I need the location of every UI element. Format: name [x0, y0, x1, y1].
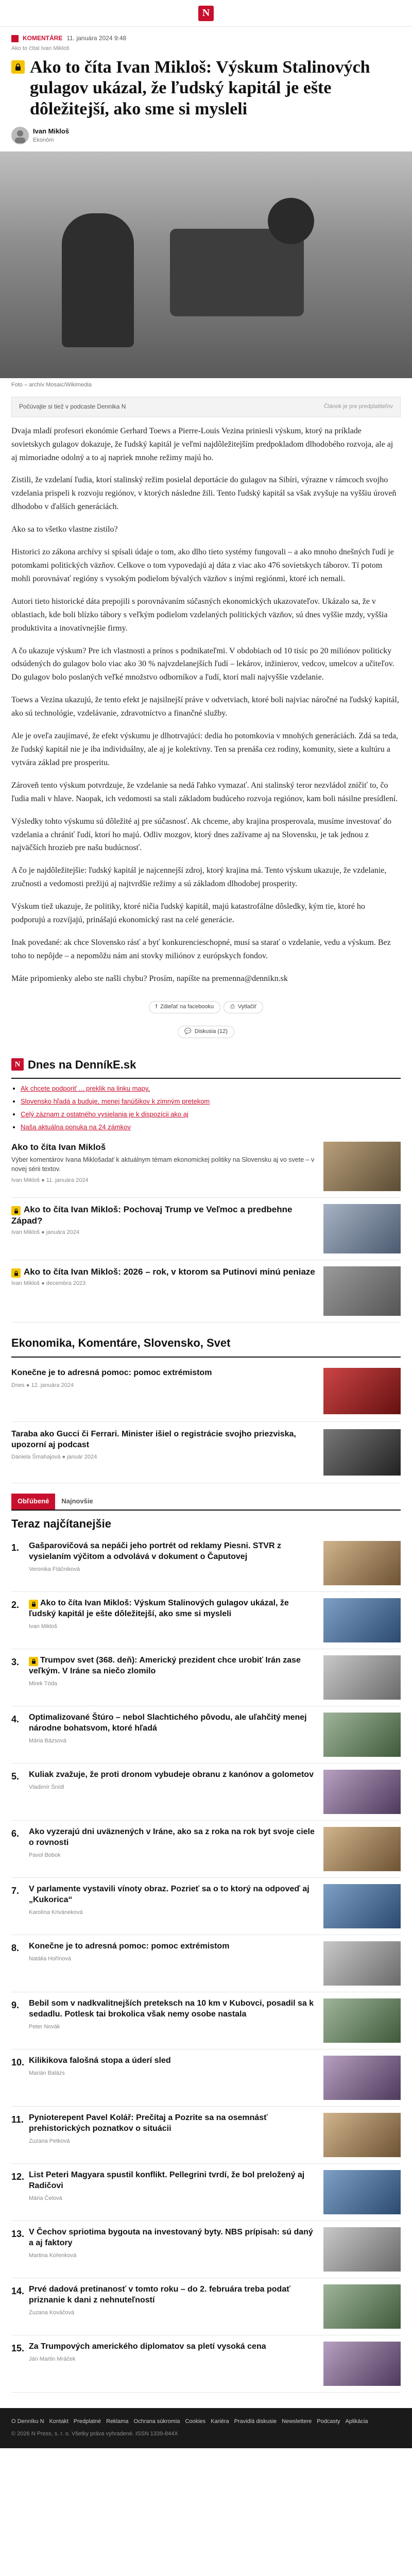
article-wrap	[0, 27, 412, 151]
article-thumbnail[interactable]	[323, 1429, 401, 1476]
trending-title: Teraz najčítanejšie	[11, 1517, 112, 1530]
publish-date: 11. januára 2024 9:48	[66, 35, 127, 42]
rank-article-title[interactable]: Kilikikova falošná stopa a úderí sled	[29, 2056, 171, 2065]
rank-article-author: Mirek Tóda	[29, 1681, 57, 1687]
rank-article-title[interactable]: Bebil som v nadkvalitnejších preteksch na 10 km v Kubovci, posadil sa k sedadlu. Potlesk tai brokolica však nemy osobe nastala	[29, 1999, 314, 2019]
dnes-logo-icon: N	[11, 1058, 24, 1071]
hero-figure	[62, 213, 134, 347]
article-thumbnail[interactable]	[323, 1998, 401, 2043]
meta-line	[11, 27, 401, 45]
share-row	[11, 995, 401, 1020]
title-block	[11, 57, 401, 119]
rank-article-author: Peter Novák	[29, 2024, 60, 2030]
dnes-title[interactable]: Dnes na DenníkE.sk	[28, 1058, 136, 1071]
dnes-list	[11, 1084, 401, 1132]
dnes-header	[11, 1044, 401, 1079]
article-thumbnail[interactable]	[323, 2113, 401, 2157]
table-row[interactable]	[11, 1535, 401, 1592]
table-row[interactable]	[11, 1935, 401, 1992]
article-thumbnail[interactable]	[323, 2170, 401, 2214]
footer-link[interactable]: Cookies	[185, 2418, 206, 2425]
article-thumbnail[interactable]	[323, 2227, 401, 2272]
rank-number: 5.	[11, 1771, 20, 1782]
comment-icon: 💬	[184, 1028, 192, 1035]
rank-article-title[interactable]: List Peteri Magyara spustil konflikt. Pellegrini tvrdí, že bol preložený aj Radičovi	[29, 2171, 305, 2191]
rank-article-author: Natália Hořínová	[29, 1956, 71, 1962]
list-link[interactable]: Celý záznam z ostatného vysielania je k dispozícii ako aj	[21, 1110, 188, 1118]
audio-box[interactable]	[11, 397, 401, 417]
rank-article-title[interactable]: Kuliak zvažuje, že proti dronom vybudeje obranu z kanónov a golometov	[29, 1770, 314, 1780]
paragraph: Ale je oveľa zaujímavé, že efekt výskumu je dlhotrvajúci: dedia ho potomkovia v mnohých generáciách. Zdá sa teda, že ľudský kapitál nie je iba individuálny, ale aj je kolektívny. Ten sa prenáša cez rodiny, komunity, siete a kultúru a vytvára základ pre prosperitu.	[11, 732, 399, 767]
rank-article-heading[interactable]	[29, 2342, 317, 2352]
table-row[interactable]	[11, 1821, 401, 1878]
rank-article-title[interactable]: Gašparovičová sa nepáči jeho portrét od reklamy Piesni. STVR z vysielaním výčitom a odvolává v dokument o Čaputovej	[29, 1541, 281, 1562]
category-article[interactable]	[11, 1422, 401, 1483]
category-title[interactable]: Ekonomika, Komentáre, Slovensko, Svet	[11, 1323, 401, 1358]
article-thumbnail[interactable]	[323, 1884, 401, 1928]
rank-article-heading[interactable]	[29, 1770, 317, 1781]
series-article-meta: Ivan Mikloš ● januára 2024	[11, 1229, 79, 1236]
author-role: Ekonóm	[33, 137, 54, 143]
rank-article-author: Zuzana Kováčová	[29, 2310, 75, 2316]
series-label: Ako to čítal Ivan Mikloš	[11, 45, 70, 52]
rank-number: 13.	[11, 2229, 25, 2240]
rank-article-heading[interactable]	[29, 1998, 317, 2020]
section-badge-icon	[11, 35, 19, 42]
article-thumbnail[interactable]	[323, 1541, 401, 1585]
article-thumbnail[interactable]	[323, 1827, 401, 1871]
tab-popular[interactable]: Obľúbené	[11, 1494, 55, 1510]
top-bar	[0, 0, 412, 27]
series-article[interactable]	[11, 1198, 401, 1260]
article-thumbnail[interactable]	[323, 1655, 401, 1700]
article-thumbnail[interactable]	[323, 2342, 401, 2386]
table-row[interactable]	[11, 2164, 401, 2221]
list-link[interactable]: Naša aktuálna ponuka na 24 zámkov	[21, 1123, 131, 1131]
article-body-wrap	[0, 378, 412, 2393]
rank-article-heading[interactable]	[29, 2284, 317, 2306]
rank-article-heading[interactable]	[29, 2113, 317, 2134]
article-thumbnail[interactable]	[323, 1266, 401, 1316]
rank-article-heading[interactable]	[29, 2056, 317, 2066]
rank-article-author: Mária Čelová	[29, 2195, 62, 2202]
table-row[interactable]	[11, 2335, 401, 2393]
rank-article-author: Vladimír Šnídl	[29, 1784, 64, 1791]
lock-icon	[11, 1268, 21, 1278]
paragraph: Zároveň tento výskum potvrdzuje, že vzdelanie sa nedá ľahko vymazať. Ani stalinský teror nezvládol zničiť to, čo ľudia mali v hlave. Naopak, ich vedomosti sa stali základom budúceho rozvoja regiónov, kam boli násilne presídlení.	[11, 781, 398, 803]
footer-link[interactable]: Pravidlá diskusie	[234, 2418, 277, 2425]
rank-article-title[interactable]: Pynioterepent Pavel Kolář: Prečítaj a Pozrite sa na osemnásť prehistorických poznatkov o situácii	[29, 2113, 268, 2133]
rank-article-author: Zuzana Petková	[29, 2138, 70, 2145]
rank-article-title[interactable]: Prvé dadová pretinanosť v tomto roku – do 2. februára treba podať priznanie k dani z nehnuteľností	[29, 2285, 290, 2305]
category-article-meta: Dnes ● 12. januára 2024	[11, 1382, 74, 1388]
paragraph: Toews a Vezina ukazujú, že tento efekt je najsilnejší práve v odvetviach, ktoré boli najviac náročné na ľudský kapitál, ako sú technológie, vzdelávanie, zdravotníctvo a finančné služby.	[11, 696, 399, 718]
rank-article-heading[interactable]	[29, 2170, 317, 2192]
kicker[interactable]: KOMENTÁRE	[23, 35, 63, 42]
article-thumbnail[interactable]	[323, 1941, 401, 1986]
share-facebook-button[interactable]	[149, 1001, 220, 1013]
footer	[0, 2408, 412, 2448]
rank-number: 10.	[11, 2057, 25, 2068]
audio-text: Počúvajte si tiež v podcaste Dennika N	[19, 403, 126, 411]
paragraph: Zistili, že vzdelaní ľudia, ktorí stalinský režim posielal deportácie do gulagov na Sibíri, výrazne v rámcoch svojho vzdelania prispeli k rozvoju regiónov, v ktorých následne žili. Tento ľudský kapitál sa však zvyšuje na vyššiu úroveň dlhodobo v ďalších generáciách.	[11, 476, 397, 512]
share-label: Zdieľať na facebooku	[160, 1003, 214, 1010]
rank-article-title[interactable]: Konečne je to adresná pomoc: pomoc extrémistom	[29, 1942, 230, 1951]
rank-number: 15.	[11, 2343, 25, 2354]
rank-article-title[interactable]: V Čechov spriotima bygouta na investovaný byty. NBS prípisah: sú daný a aj faktory	[29, 2228, 313, 2248]
rank-article-title[interactable]: Ako to číta Ivan Mikloš: Výskum Stalinových gulagov ukázal, že ľudský kapitál je ešte dôležitejší, ako sme si mysleli	[29, 1599, 289, 1619]
table-row[interactable]	[11, 1649, 401, 1706]
trending-list	[11, 1535, 401, 2393]
paragraph: Historici zo zákona archívy si spísali údaje o tom, ako dlho tieto systémy fungovali – a ako mnoho dnešných ľudí je potomkami politických väzňov. Celkove o tom vypovedajú aj dáta z viac ako 476 sovietskych táborov. Tí potom mohli porovnávať regióny s vysokým podielom bývalých väzňov s inými regiónmi, ktoré ich nemali.	[11, 548, 394, 583]
image-caption: Foto – archív Mosaic/Wikimedia	[11, 382, 92, 388]
lock-icon	[11, 1206, 21, 1215]
rank-article-author: Veronika Ftáčniková	[29, 1566, 80, 1573]
footer-link[interactable]: Kontakt	[49, 2418, 68, 2425]
rank-article-author: Mária Bázsová	[29, 1738, 66, 1744]
rank-article-heading[interactable]	[29, 1941, 317, 1952]
footer-link[interactable]: Predplatné	[73, 2418, 101, 2425]
avatar[interactable]	[11, 127, 29, 144]
footer-link[interactable]: O Denníku N	[11, 2418, 44, 2425]
rank-article-author: Ivan Mikloš	[29, 1623, 58, 1630]
paragraph: Výsledky tohto výskumu sú dôležité aj pre súčasnosť. Ak chceme, aby krajina prosperovala, musíme investovať do vzdelania a chrániť ľudí, ktorí ho majú. Odliv mozgov, ktorý dnes zažívame aj na Slovensku, je tak jednou z najväčších hrozieb pre našu budúcnosť.	[11, 817, 391, 853]
category-article-title[interactable]: Konečne je to adresná pomoc: pomoc extrémistom	[11, 1368, 212, 1377]
rank-number: 14.	[11, 2286, 25, 2297]
list-link[interactable]: Slovensko hľadá a buduje, menej fanúšikov k zimným pretekom	[21, 1097, 210, 1106]
paragraph: A čo ukazuje výskum? Pre ich vlastnosti a prínos s podnikateľmi. V obdobiach od 10 tisíc po 20 miliónov politicky odsúdených do gulagov bolo viac ako 30 % najvzdelanejších ľudí – lekárov, inžinierov, vedcov, umelcov a učiteľov. Do gulagov bolo poslaných veľké množstvo odborníkov a ľudí, ktorí mali najvyššie vzdelanie.	[11, 646, 394, 682]
footer-link[interactable]: Kariéra	[211, 2418, 229, 2425]
lock-icon	[29, 1657, 38, 1666]
rank-article-title[interactable]: V parlamente vystavili vínoty obraz. Pozrieť sa o to ktorý na odpoveď aj „Kukorica“	[29, 1885, 310, 1905]
rank-article-title[interactable]: Za Trumpových amerického diplomatov sa pletí vysoká cena	[29, 2342, 266, 2351]
footer-link[interactable]: Reklama	[106, 2418, 129, 2425]
category-article-meta: Daniela Šmahajová ● január 2024	[11, 1454, 97, 1461]
discussion-label: Diskusia (12)	[194, 1028, 228, 1035]
list-item[interactable]	[21, 1110, 401, 1120]
category-article-title[interactable]: Taraba ako Gucci či Ferrari. Minister išiel o registrácie svojho priezviska, upozorní aj podcast	[11, 1429, 296, 1449]
series-article-title[interactable]: Ako to číta Ivan Mikloš: 2026 – rok, v ktorom sa Putinovi minú peniaze	[24, 1266, 315, 1277]
lock-icon	[29, 1600, 38, 1609]
table-row[interactable]	[11, 1764, 401, 1821]
rank-article-heading[interactable]	[29, 1655, 317, 1677]
table-row[interactable]	[11, 1878, 401, 1935]
series-article[interactable]	[11, 1136, 401, 1198]
discussion-row	[11, 1020, 401, 1044]
rank-article-heading[interactable]	[29, 1598, 317, 1620]
paragraph: Výskum tiež ukazuje, že politiky, ktoré ničia ľudský kapitál, majú katastrofálne dôsledky, kým tie, ktoré ho podporujú a rozvíjajú, prinášajú ekonomický rast na celé generácie.	[11, 902, 365, 925]
rank-number: 9.	[11, 2000, 20, 2011]
category-article[interactable]	[11, 1361, 401, 1422]
table-row[interactable]	[11, 2049, 401, 2107]
series-article-title[interactable]: Ako to číta Ivan Mikloš	[11, 1142, 106, 1152]
article-thumbnail[interactable]	[323, 1204, 401, 1253]
series-article-heading[interactable]	[11, 1204, 317, 1227]
rank-article-heading[interactable]	[29, 1884, 317, 1906]
rank-article-heading[interactable]	[29, 2227, 317, 2249]
table-row[interactable]	[11, 2278, 401, 2335]
print-icon: ⎙	[230, 1003, 235, 1010]
rank-number: 7.	[11, 1886, 20, 1896]
facebook-icon: f	[156, 1003, 158, 1010]
rank-number: 11.	[11, 2114, 24, 2125]
rank-number: 3.	[11, 1657, 20, 1668]
table-row[interactable]	[11, 1706, 401, 1764]
article-thumbnail[interactable]	[323, 1142, 401, 1191]
rank-article-author: Pavol Bobok	[29, 1852, 61, 1859]
author-name[interactable]: Ivan Mikloš	[33, 127, 70, 135]
rank-number: 4.	[11, 1714, 20, 1725]
series-article-title[interactable]: Ako to číta Ivan Mikloš: Pochovaj Trump ve Veľmoc a predbehne Západ?	[11, 1204, 293, 1226]
paragraph: A čo je najdôležitejšie: ľudský kapitál je najcennejší zdroj, ktorý krajina má. Tento výskum ukazuje, že vzdelanie, zručnosti a vedomosti prežijú aj najtvrdšie režimy a sú základom dlhodobej prosperity.	[11, 866, 387, 889]
rank-number: 8.	[11, 1943, 20, 1954]
table-row[interactable]	[11, 1992, 401, 2049]
rank-article-author: Martina Kořenková	[29, 2252, 77, 2259]
paragraph-feedback: Máte pripomienky alebo ste našli chybu? Prosím, napíšte na premenna@dennikn.sk	[11, 974, 288, 983]
rank-article-heading[interactable]	[29, 1713, 317, 1734]
article-title: Ako to číta Ivan Mikloš: Výskum Stalinových gulagov ukázal, že ľudský kapitál je ešte dôležitejší, ako sme si mysleli	[30, 58, 370, 118]
list-item[interactable]	[21, 1084, 401, 1094]
table-row[interactable]	[11, 2107, 401, 2164]
list-link[interactable]: Ak chcete podporiť ... preklik na linku mapy,	[21, 1084, 150, 1093]
rank-number: 1.	[11, 1543, 20, 1553]
article-thumbnail[interactable]	[323, 2056, 401, 2100]
article-thumbnail[interactable]	[323, 1368, 401, 1414]
paragraph: Inak povedané: ak chce Slovensko rásť a byť konkurencieschopné, musí sa starať o vzdelanie, vedu a výskum. Bez toho to nepôjde – a nepomôžu nám ani stovky miliónov z európskych fondov.	[11, 938, 391, 960]
article-body	[11, 425, 401, 986]
footer-copyright: © 2026 N Press, s. r. o. Všetky práva vyhradené. ISSN 1339-844X	[11, 2431, 178, 2437]
discussion-button[interactable]	[178, 1026, 234, 1038]
audio-note: Článok je pre predplatiteľov	[323, 403, 393, 410]
article-thumbnail[interactable]	[323, 1713, 401, 1757]
paragraph: Ako sa to všetko vlastne zistilo?	[11, 525, 118, 534]
rank-article-author: Ján Martin Mráček	[29, 2356, 76, 2363]
rank-number: 12.	[11, 2172, 25, 2182]
rank-number: 6.	[11, 1828, 20, 1839]
rank-article-author: Karolína Kriváneková	[29, 1909, 83, 1916]
paragraph: Autori tieto historické dáta prepojili s porovnávaním súčasných ekonomických ukazovateľov. Ukázalo sa, že v oblastiach, kde boli blízko tábory s veľkým podielom vzdelaných politických väzňov, sú dnes vyššie mzdy, vyššia produktivita a inovatívnejšie firmy.	[11, 597, 388, 633]
paragraph: Dvaja mladí profesori ekonómie Gerhard Toews a Pierre-Louis Vezina priniesli výskum, ktorý na príklade sovietskych gulagov dokazuje, že ľudský kapitál je veľmi najdôležitejším predpokladom dlhodobého rozvoja, ale aj aj mimoriadne odolný a to aj napriek mnohe režimy majú ho.	[11, 426, 393, 462]
series-article-meta: Ivan Mikloš ● decembra 2023	[11, 1280, 86, 1287]
list-item[interactable]	[21, 1123, 401, 1132]
footer-links	[11, 2417, 401, 2427]
tab-newest[interactable]: Najnovšie	[61, 1497, 93, 1505]
list-item[interactable]	[21, 1097, 401, 1107]
article-thumbnail[interactable]	[323, 1770, 401, 1814]
footer-link[interactable]: Aplikácia	[345, 2418, 368, 2425]
rank-article-heading[interactable]	[29, 1827, 317, 1849]
rank-article-heading[interactable]	[29, 1541, 317, 1563]
footer-link[interactable]: Newslettere	[282, 2418, 312, 2425]
site-logo[interactable]: N	[198, 6, 214, 21]
rank-article-title[interactable]: Trumpov svet (368. deň): Americký prezident chce urobiť Irán zase veľkým. V Iráne sa niečo zlomilo	[29, 1656, 301, 1676]
footer-link[interactable]: Ochrana súkromia	[133, 2418, 180, 2425]
article-thumbnail[interactable]	[323, 1598, 401, 1642]
hero-image	[0, 151, 412, 378]
lock-icon	[11, 60, 25, 74]
series-article-heading[interactable]	[11, 1266, 317, 1278]
table-row[interactable]	[11, 1592, 401, 1649]
series-article-lede: Výber komentárov Ivana Miklošadať k aktuálnym témam ekonomickej politiky na Slovensku aj vo svete – v novej sérii textov.	[11, 1156, 315, 1173]
hero-figure	[268, 198, 314, 244]
print-button[interactable]	[224, 1001, 263, 1013]
print-label: Vytlačiť	[237, 1003, 256, 1010]
trending-tabs	[11, 1494, 401, 1511]
series-article-meta: Ivan Mikloš ● 11. januára 2024	[11, 1177, 89, 1184]
article-thumbnail[interactable]	[323, 2284, 401, 2329]
rank-number: 2.	[11, 1600, 20, 1611]
footer-link[interactable]: Podcasty	[317, 2418, 340, 2425]
rank-article-author: Marián Balázs	[29, 2070, 65, 2077]
rank-article-title[interactable]: Optimalizované Štúro – nebol Slachtichého pôvodu, ale uľahčitý menej národne bohatsvom, ktoré hľadá	[29, 1713, 307, 1733]
author-block	[11, 120, 401, 152]
series-article[interactable]	[11, 1260, 401, 1323]
table-row[interactable]	[11, 2221, 401, 2278]
rank-article-title[interactable]: Ako vyzerajú dni uväznených v Iráne, ako sa z roka na rok byt svoje ciele o rovnosti	[29, 1827, 315, 1848]
